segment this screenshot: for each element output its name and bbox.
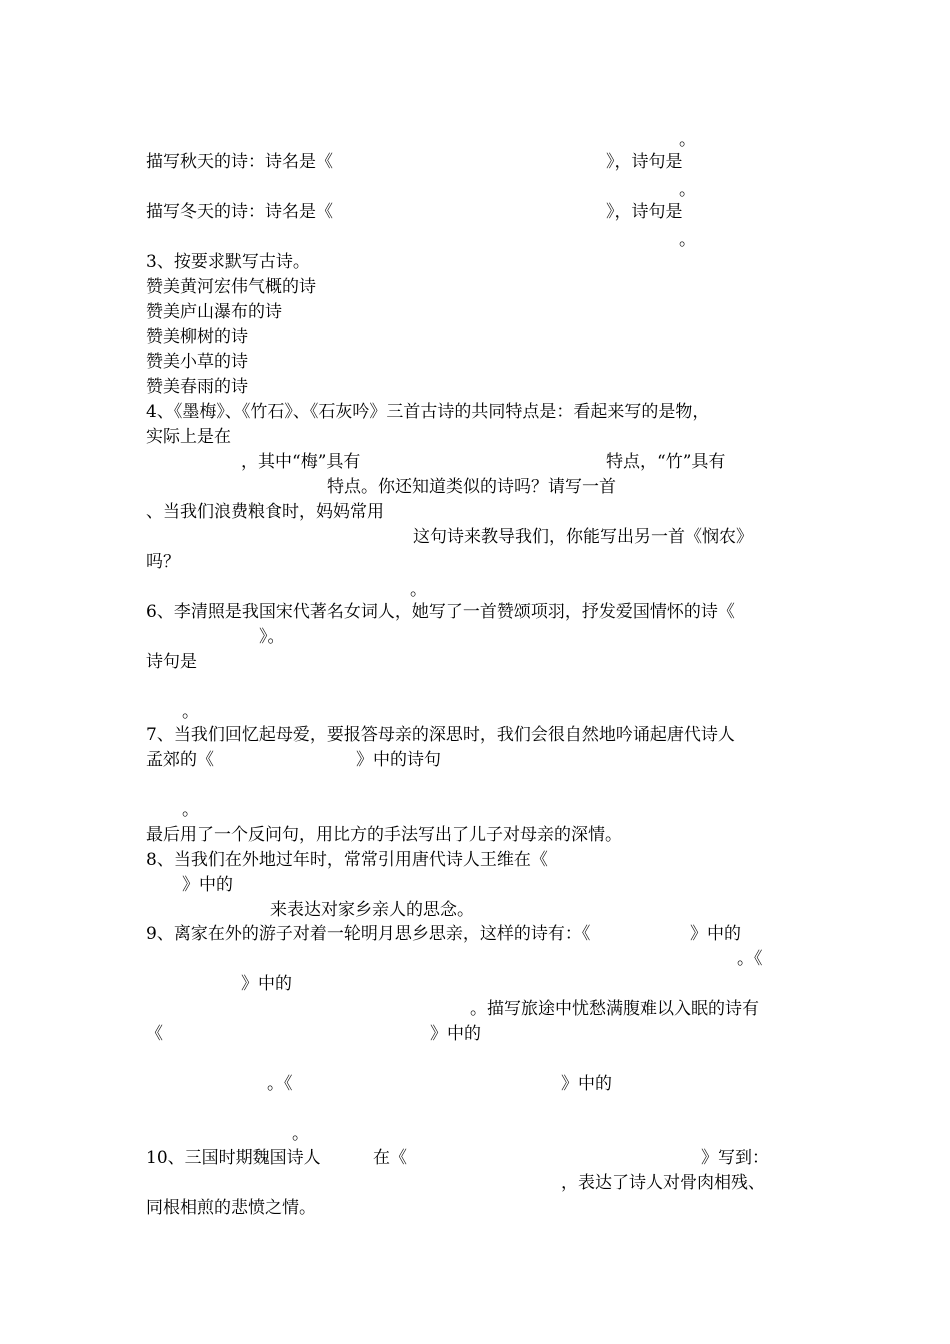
text-period: 。 bbox=[182, 702, 199, 722]
question-10-text: 同根相煎的悲愤之情。 bbox=[146, 1198, 316, 1218]
question-8-text: 8、当我们在外地过年时，常常引用唐代诗人王维在《 bbox=[146, 850, 548, 870]
question-3-item: 赞美春雨的诗 bbox=[146, 377, 248, 397]
question-9-text: 》中的 bbox=[430, 1024, 481, 1044]
question-9-text: 。《 bbox=[737, 949, 763, 969]
question-6-text: 诗句是 bbox=[146, 652, 197, 672]
text-period: 。 bbox=[679, 180, 696, 200]
question-7-text: 7、当我们回忆起母爱，要报答母亲的深思时，我们会很自然地吟诵起唐代诗人 bbox=[146, 725, 735, 745]
question-3-item: 赞美黄河宏伟气概的诗 bbox=[146, 277, 316, 297]
question-9-text: 》中的 bbox=[690, 924, 741, 944]
question-7-text: 》中的诗句 bbox=[356, 750, 441, 770]
text-period: 。 bbox=[410, 580, 427, 600]
autumn-poem-prompt-cont: 》，诗句是 bbox=[606, 152, 683, 172]
question-5-text: 这句诗来教导我们，你能写出另一首《悯农》 bbox=[413, 527, 753, 547]
question-4-text: 特点。你还知道类似的诗吗？请写一首 bbox=[327, 477, 616, 497]
text-period: 。 bbox=[182, 800, 199, 820]
question-4-text: 4、《墨梅》、《竹石》、《石灰吟》三首古诗的共同特点是：看起来写的是物， bbox=[146, 402, 710, 422]
question-3-heading: 3、按要求默写古诗。 bbox=[146, 252, 310, 272]
question-4-text: ，其中“梅”具有 bbox=[241, 452, 361, 472]
question-3-item: 赞美庐山瀑布的诗 bbox=[146, 302, 282, 322]
question-8-text: 来表达对家乡亲人的思念。 bbox=[270, 900, 474, 920]
question-10-text: 在《 bbox=[373, 1148, 407, 1168]
question-9-text: 。描写旅途中忧愁满腹难以入眠的诗有 bbox=[470, 999, 759, 1019]
autumn-poem-prompt: 描写秋天的诗：诗名是《 bbox=[146, 152, 333, 172]
question-6-text: 6、李清照是我国宋代著名女词人，她写了一首赞颂项羽，抒发爱国情怀的诗《 bbox=[146, 602, 735, 622]
winter-poem-prompt-cont: 》，诗句是 bbox=[606, 202, 683, 222]
question-10-text: 》写到： bbox=[701, 1148, 769, 1168]
question-6-text: 》。 bbox=[259, 627, 285, 647]
question-10-text: 10、三国时期魏国诗人 bbox=[146, 1148, 321, 1168]
question-5-text: 、当我们浪费粮食时，妈妈常用 bbox=[146, 502, 384, 522]
text-period: 。 bbox=[679, 230, 696, 250]
question-8-text: 》中的 bbox=[182, 875, 233, 895]
question-7-text: 孟郊的《 bbox=[146, 750, 214, 770]
question-9-text: 》中的 bbox=[241, 974, 292, 994]
text-period: 。 bbox=[292, 1124, 309, 1144]
question-9-text: 9、离家在外的游子对着一轮明月思乡思亲，这样的诗有：《 bbox=[146, 924, 591, 944]
text-period: 。 bbox=[679, 130, 696, 150]
question-9-text: 》中的 bbox=[561, 1074, 612, 1094]
question-3-item: 赞美小草的诗 bbox=[146, 352, 248, 372]
question-5-text: 吗？ bbox=[146, 552, 180, 572]
question-4-text: 特点，“竹”具有 bbox=[606, 452, 726, 472]
question-9-text: 。《 bbox=[267, 1074, 293, 1094]
winter-poem-prompt: 描写冬天的诗：诗名是《 bbox=[146, 202, 333, 222]
question-9-text: 《 bbox=[146, 1024, 163, 1044]
question-4-text: 实际上是在 bbox=[146, 427, 231, 447]
question-10-text: ，表达了诗人对骨肉相残、 bbox=[561, 1173, 765, 1193]
question-3-item: 赞美柳树的诗 bbox=[146, 327, 248, 347]
question-7-text: 最后用了一个反问句，用比方的手法写出了儿子对母亲的深情。 bbox=[146, 825, 622, 845]
